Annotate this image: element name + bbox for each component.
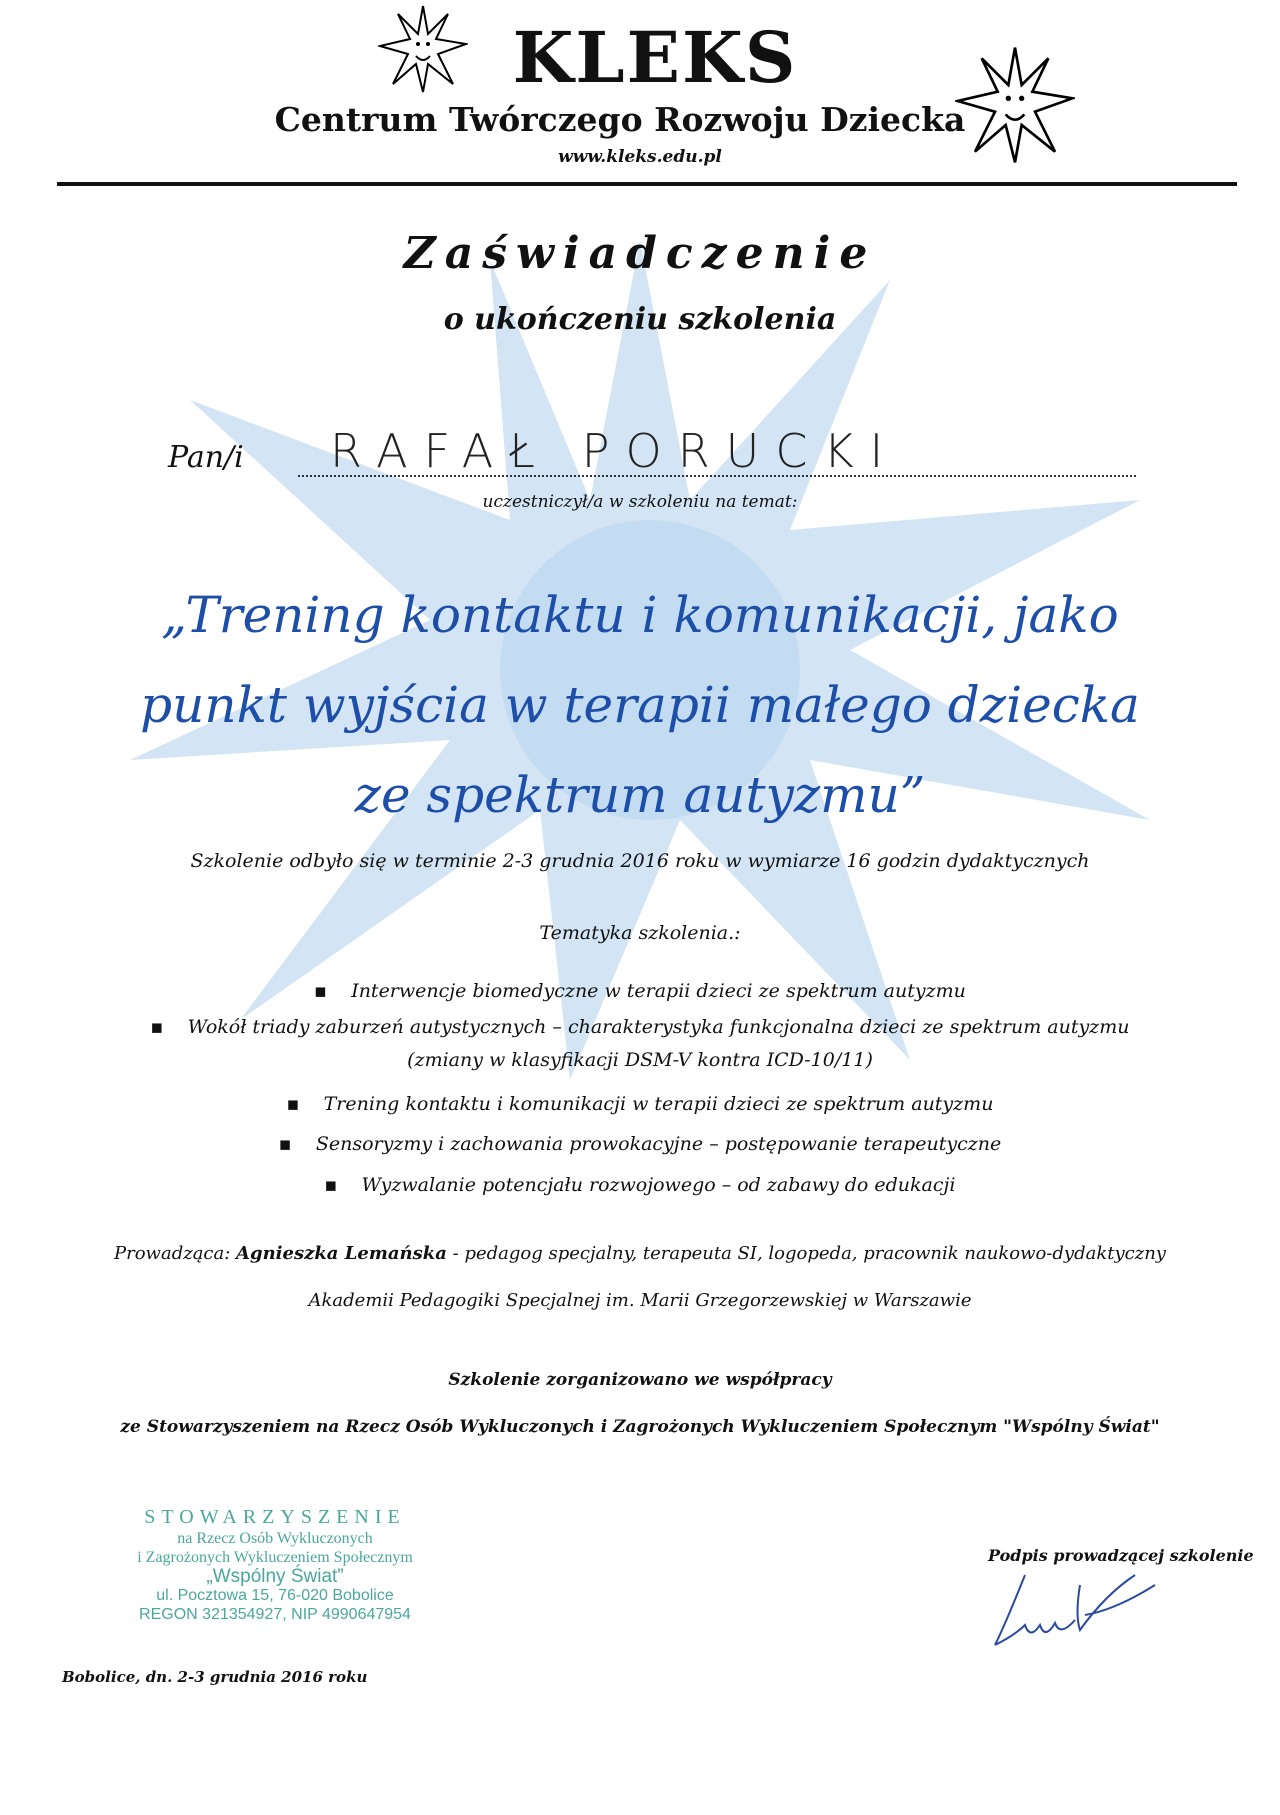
- topic-item: ▪ Interwencje biomedyczne w terapii dzieci ze spektrum autyzmu: [314, 980, 966, 1002]
- cooperation-partner: ze Stowarzyszeniem na Rzecz Osób Wykluczonych i Zagrożonych Wykluczeniem Społecznym "Wspólny Świat": [120, 1417, 1160, 1437]
- recipient-label: Pan/i: [168, 440, 244, 475]
- certificate-title: Zaświadczenie: [403, 228, 877, 279]
- topic-line: „Trening kontaktu i komunikacji, jako: [161, 586, 1119, 644]
- topic-item: ▪ Trening kontaktu i komunikacji w terapii dzieci ze spektrum autyzmu: [286, 1093, 994, 1115]
- logo-name: KLEKS: [512, 16, 798, 99]
- topic-item: ▪ Wyzwalanie potencjału rozwojowego – od zabawy do edukacji: [324, 1174, 956, 1196]
- training-dates: Szkolenie odbyło się w terminie 2-3 grudnia 2016 roku w wymiarze 16 godzin dydaktycznych: [190, 850, 1090, 872]
- instructor-line: Prowadząca: Agnieszka Lemańska - pedagog specjalny, terapeuta SI, logopeda, pracownik naukowo-dydaktyczny: [114, 1243, 1166, 1264]
- cooperation-line: Szkolenie zorganizowano we współpracy: [448, 1370, 832, 1390]
- topic-line: punkt wyjścia w terapii małego dziecka: [140, 676, 1140, 734]
- topic-item: ▪ Wokół triady zaburzeń autystycznych – charakterystyka funkcjonalna dzieci ze spektrum autyzmu: [150, 1016, 1130, 1038]
- instructor-affiliation: Akademii Pedagogiki Specjalnej im. Marii Grzegorzewskiej w Warszawie: [308, 1290, 972, 1311]
- topics-heading: Tematyka szkolenia.:: [539, 922, 741, 944]
- place-date: Bobolice, dn. 2-3 grudnia 2016 roku: [62, 1668, 368, 1686]
- training-topic: [0, 570, 1280, 840]
- website-link[interactable]: www.kleks.edu.pl: [558, 147, 722, 167]
- topic-line: ze spektrum autyzmu”: [354, 766, 926, 824]
- recipient-name: RAFAŁ PORUCKI: [330, 424, 900, 478]
- instructor-name: Agnieszka Lemańska: [236, 1243, 447, 1264]
- signature-label: Podpis prowadzącej szkolenie: [988, 1546, 1254, 1565]
- logo-subtitle: Centrum Twórczego Rozwoju Dziecka: [274, 100, 966, 139]
- header-divider: [57, 182, 1237, 186]
- certificate-subtitle: o ukończeniu szkolenia: [443, 302, 837, 337]
- organization-stamp: STOWARZYSZENIE na Rzecz Osób Wykluczonych i Zagrożonych Wykluczeniem Społecznym „Wspólny Świat” ul. Pocztowa 15, 76-020 Bobolice REGON 321354927, NIP 4990647954: [137, 1506, 413, 1623]
- participated-text: uczestniczył/a w szkoleniu na temat:: [482, 492, 798, 512]
- topic-item: ▪ Sensoryzmy i zachowania prowokacyjne – postępowanie terapeutyczne: [278, 1133, 1002, 1155]
- topic-item-continuation: (zmiany w klasyfikacji DSM-V kontra ICD-10/11): [407, 1049, 873, 1071]
- handwritten-signature: [985, 1565, 1165, 1655]
